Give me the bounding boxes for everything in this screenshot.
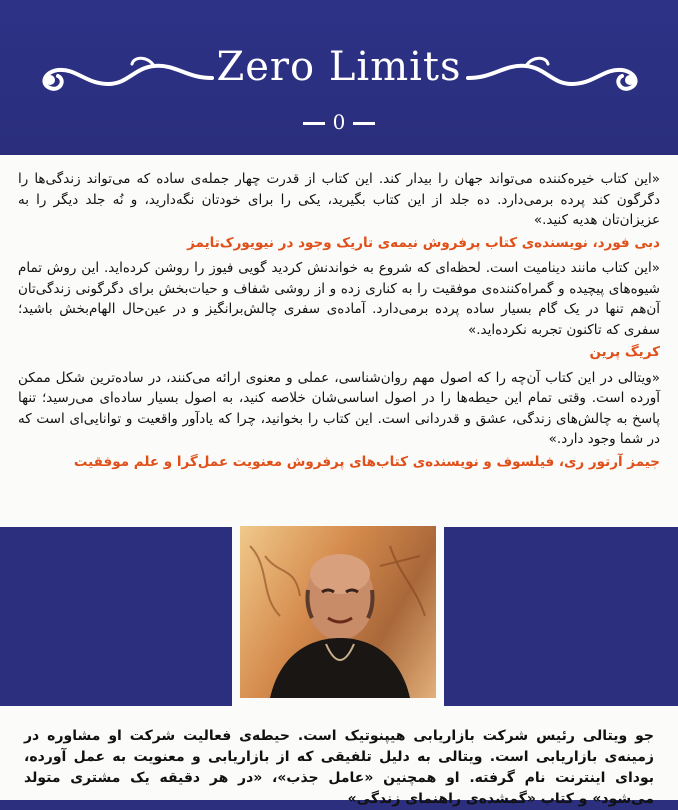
author-photo — [240, 526, 436, 698]
title-ornament — [0, 110, 678, 134]
ornament-dash-right — [353, 122, 375, 125]
endorsement-author-1: دبی فورد، نویسنده‌ی کتاب پرفروش نیمه‌ی تاریک وجود در نیویورک‌تایمز — [187, 234, 660, 251]
author-photo-frame — [232, 518, 444, 706]
endorsement-author-2: کریگ پرین — [589, 344, 660, 360]
endorsement-author-3: جیمز آرتور ری، فیلسوف و نویسنده‌ی کتاب‌های پرفروش معنویت عمل‌گرا و علم موفقیت — [73, 453, 660, 470]
endorsement-quote-2: «این کتاب مانند دینامیت است. لحظه‌ای که شروع به خواندنش کردید گویی فیوز را روشن کرده‌اید. این روش تمام شیوه‌های پیچیده و گمراه‌کننده‌ی موفقیت را به کناری زده و از روشی شفاف و حیات‌بخش برای دگرگونی زندگی‌تان آن‌هم تنها در یک گام بسیار ساده پرده برمی‌دارد. آماده‌ی سفری چالش‌برانگیز و در عین‌حال الهام‌بخش باشید؛ سفری که تاکنون تجربه نکرده‌اید.» — [18, 260, 660, 338]
author-bio-panel — [0, 706, 678, 807]
author-portrait-illustration — [240, 526, 436, 698]
ornament-dash-left — [303, 122, 325, 125]
author-bio: جو ویتالی رئیس شرکت بازاریابی هیپنوتیک است. حیطه‌ی فعالیت شرکت او مشاوره در زمینه‌ی بازاریابی است. ویتالی به دلیل تلفیقی که از بازاریابی و معنویت به عمل آورده، بودای اینترنت نام گرفته. او همچنین «عامل جذب»، «در هر دقیقه یک مشتری متولد می‌شود» و کتاب «گمشده‌ی راهنمای زندگی» — [24, 728, 654, 807]
endorsement-quote-1: «این کتاب خیره‌کننده می‌تواند جهان را بیدار کند. این کتاب از قدرت چهار جمله‌ی ساده که می‌تواند زندگی‌ها را دگرگون کند پرده برمی‌دارد. ده جلد از این کتاب بگیرید، یکی را برای خودتان نگه‌دارید، و نُه جلد دیگر را به عزیزان‌تان هدیه کنید.» — [18, 171, 660, 228]
cover-header — [0, 0, 678, 155]
right-flourish-ornament — [466, 54, 644, 96]
endorsements-panel — [0, 155, 678, 527]
ornament-mark: 0 — [332, 110, 346, 134]
endorsement-quote-3: «ویتالی در این کتاب آن‌چه را که اصول مهم روان‌شناسی، عملی و معنوی ارائه می‌کنند، در ساده‌ترین شکل ممکن آورده است. وقتی تمام این حیطه‌ها را در اصول اساسی‌شان خلاصه کنید، به اصول بسیار ساده‌ای می‌رسید؛ تنها پاسخ به چالش‌های زندگی، عشق و قدردانی است. این کتاب را بخوانید، چرا که یادآور واقعیت و توانایی‌ای است که در شما وجود دارد.» — [18, 369, 660, 447]
book-title: Zero Limits — [216, 44, 462, 90]
endorsements — [0, 155, 678, 472]
